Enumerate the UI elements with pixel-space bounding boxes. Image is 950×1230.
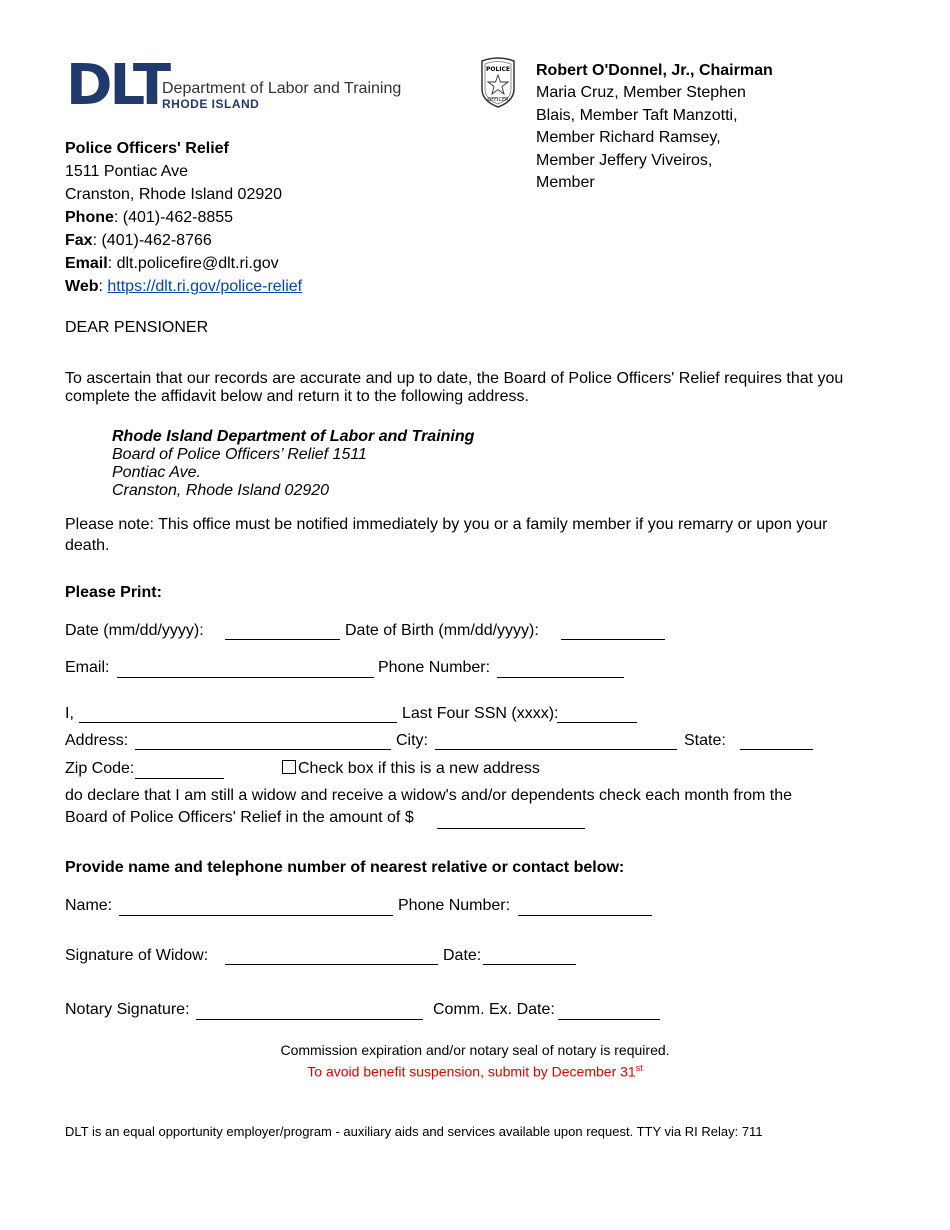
board-member-line: Blais, Member Taft Manzotti, <box>536 106 738 124</box>
relative-name-field[interactable] <box>119 914 393 916</box>
comm-date-label: Comm. Ex. Date: <box>433 1001 555 1018</box>
return-address-line3: Pontiac Ave. <box>112 464 201 481</box>
dlt-logo <box>66 53 402 118</box>
notification-note: Please note: This office must be notified immediately by you or a family member if you remarry or upon your death. <box>65 516 828 554</box>
notary-label: Notary Signature: <box>65 1001 190 1018</box>
web-link[interactable]: https://dlt.ri.gov/police-relief <box>107 278 303 295</box>
print-heading: Please Print: <box>65 584 162 601</box>
signature-date-label: Date: <box>443 947 482 964</box>
i-label: I, <box>65 705 74 722</box>
commission-note: Commission expiration and/or notary seal of notary is required. <box>280 1042 670 1058</box>
city-field[interactable] <box>435 748 677 750</box>
return-address <box>112 428 474 500</box>
deadline-note: To avoid benefit suspension, submit by December 31st <box>307 1063 643 1080</box>
return-address-line4: Cranston, Rhode Island 02920 <box>112 482 330 499</box>
intro-paragraph: To ascertain that our records are accurate and up to date, the Board of Police Officers' Relief requires that you complete the affidavit below and return it to the following address. <box>65 370 844 405</box>
relative-heading: Provide name and telephone number of nearest relative or contact below: <box>65 859 625 876</box>
phone-label: Phone Number: <box>378 659 491 676</box>
office-phone: Phone: (401)-462-8855 <box>65 209 234 226</box>
return-address-line1: Rhode Island Department of Labor and Training <box>112 428 475 445</box>
office-email: Email: dlt.policefire@dlt.ri.gov <box>65 255 279 272</box>
relative-name-label: Name: <box>65 897 113 914</box>
logo-department: Department of Labor and Training <box>162 80 402 97</box>
new-address-checkbox[interactable] <box>282 760 296 774</box>
state-label: State: <box>684 732 726 749</box>
office-street: 1511 Pontiac Ave <box>65 163 189 180</box>
amount-field[interactable] <box>437 827 585 829</box>
phone-field[interactable] <box>497 676 624 678</box>
footer-disclaimer: DLT is an equal opportunity employer/program - auxiliary aids and services available upon request. TTY via RI Relay: 711 <box>65 1124 763 1139</box>
signature-field[interactable] <box>225 963 438 965</box>
new-address-label: Check box if this is a new address <box>298 760 540 777</box>
office-city: Cranston, Rhode Island 02920 <box>65 186 283 203</box>
email-label: Email: <box>65 659 110 676</box>
dob-field[interactable] <box>561 638 665 640</box>
office-name: Police Officers' Relief <box>65 140 229 157</box>
state-field[interactable] <box>740 748 813 750</box>
board-chairman: Robert O'Donnel, Jr., Chairman <box>536 62 773 79</box>
city-label: City: <box>396 732 428 749</box>
office-fax: Fax: (401)-462-8766 <box>65 232 212 249</box>
return-address-line2: Board of Police Officers’ Relief 1511 <box>112 446 367 463</box>
office-web: Web: https://dlt.ri.gov/police-relief <box>65 278 303 295</box>
logo-state: RHODE ISLAND <box>162 97 260 111</box>
police-badge-icon <box>478 57 518 109</box>
signature-label: Signature of Widow: <box>65 947 209 964</box>
salutation: DEAR PENSIONER <box>65 319 209 336</box>
email-field[interactable] <box>117 676 374 678</box>
board-member-line: Member <box>536 174 595 192</box>
name-field[interactable] <box>79 721 397 723</box>
board-members <box>536 60 796 194</box>
relative-phone-field[interactable] <box>518 914 652 916</box>
board-member-line: Maria Cruz, Member Stephen <box>536 84 746 102</box>
dob-label: Date of Birth (mm/dd/yyyy): <box>345 622 539 639</box>
address-label: Address: <box>65 732 129 749</box>
badge-bottom-text: OFFICER <box>487 97 509 103</box>
relative-phone-label: Phone Number: <box>398 897 511 914</box>
comm-date-field[interactable] <box>558 1018 660 1020</box>
board-member-line: Member Jeffery Viveiros, <box>536 151 713 169</box>
badge-top-text: POLICE <box>485 66 511 73</box>
date-label: Date (mm/dd/yyyy): <box>65 622 204 639</box>
board-member-line: Member Richard Ramsey, <box>536 129 721 147</box>
logo-acronym: DLT <box>66 53 169 118</box>
new-address-option <box>282 759 540 779</box>
notary-field[interactable] <box>196 1018 423 1020</box>
declaration-line2: Board of Police Officers' Relief in the amount of $ <box>65 809 414 826</box>
address-field[interactable] <box>135 748 391 750</box>
zip-field[interactable] <box>135 777 224 779</box>
ssn-field[interactable] <box>557 721 637 723</box>
signature-date-field[interactable] <box>483 963 576 965</box>
declaration-line1: do declare that I am still a widow and receive a widow's and/or dependents check each month from the <box>65 787 793 804</box>
office-contact <box>65 137 465 298</box>
date-field[interactable] <box>225 638 340 640</box>
zip-label: Zip Code: <box>65 760 135 777</box>
ssn-label: Last Four SSN (xxxx): <box>402 705 559 722</box>
